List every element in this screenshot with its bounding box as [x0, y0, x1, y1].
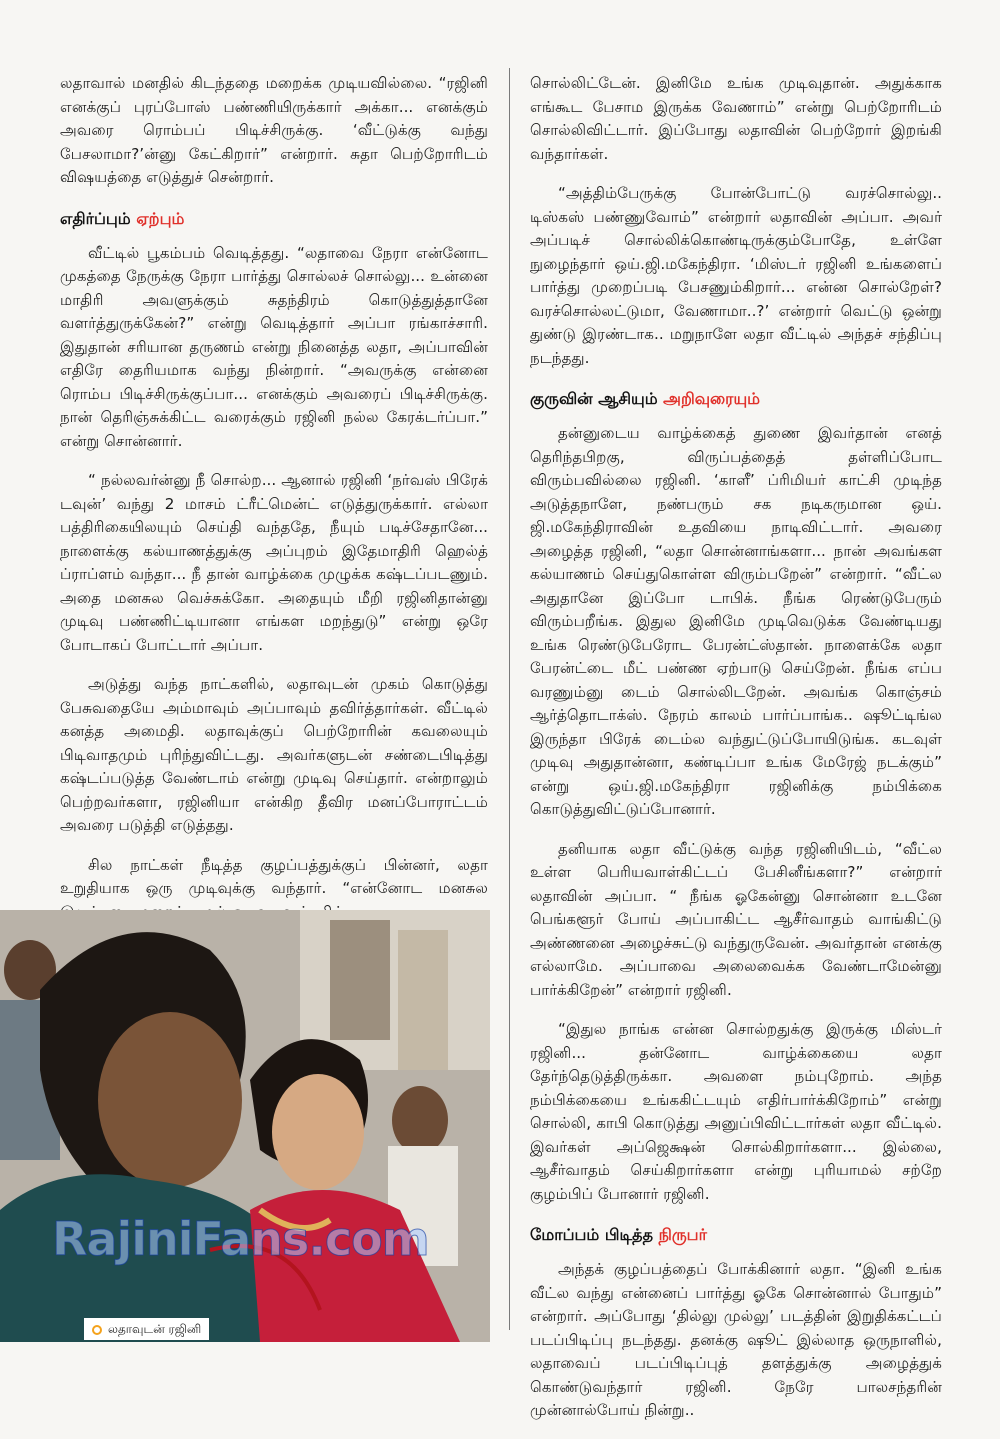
article-paragraph: வீட்டில் பூகம்பம் வெடித்தது. “லதாவை நேரா என்னோட முகத்தை நேருக்கு நேரா பார்த்து சொல்லச் சொல்லு... உன்னை மாதிரி அவளுக்கும் சுதந்திரம் கொடுத்துத்தானே வளர்த்துருக்கேன்?” என்று வெடித்தார் அப்பா ரங்காச்சாரி. இதுதான் சரியான தருணம் என்று நினைத்த லதா, அப்பாவின் எதிரே தைரியமாக வந்து நின்றார். “அவருக்கு என்னை ரொம்ப பிடிச்சிருக்குப்பா... எனக்கும் அவரைப் பிடிச்சிருக்கு. நான் தெரிஞ்சுக்கிட்ட வரைக்கும் ரஜினி நல்ல கேரக்டர்ப்பா.” என்று சொன்னார். — [60, 243, 488, 450]
section-heading — [60, 206, 488, 232]
section-heading — [530, 386, 942, 412]
left-column — [60, 72, 488, 940]
section-heading — [530, 1222, 942, 1248]
section-heading-part: மோப்பம் பிடித்த — [530, 1225, 659, 1244]
article-paragraph: தன்னுடைய வாழ்க்கைத் துணை இவர்தான் எனத் தெரிந்தபிறகு, விருப்பத்தைத் தள்ளிப்போட விரும்பவில்லை ரஜினி. ‘காளீ’ ப்ரிமியர் காட்சி முடிந்த அடுத்தநாளே, நண்பரும் சக நடிகருமான ஒய். ஜி.மகேந்திராவின் உதவியை நாடிவிட்டார். அவரை அழைத்த ரஜினி, “லதா சொன்னாங்களா... நான் அவங்கள கல்யாணம் செய்துகொள்ள விரும்பறேன்” என்றார். “வீட்ல அதுதானே இப்போ டாபிக். நீங்க ரெண்டுபேரும் விரும்பறீங்க. இதுல இனிமே முடிவெடுக்க வேண்டியது உங்க ரெண்டுபேரோட பேரன்ட்ஸ்தான். நாளைக்கே லதா பேரன்ட்டை மீட் பண்ண ஏற்பாடு செய்றேன். நீங்க எப்ப வரணும்னு டைம் சொல்லிடறேன். அவங்க கொஞ்சம் ஆர்த்தொடாக்ஸ். நேரம் காலம் பார்ப்பாங்க.. ஷூட்டிங்ல இருந்தா பிரேக் டைம்ல வந்துட்டுப்போயிடுங்க. கடவுள் முடிவு அதுதான்னா, கண்டிப்பா உங்க மேரேஜ் நடக்கும்” என்று ஒய்.ஜி.மகேந்திரா ரஜினிக்கு நம்பிக்கை கொடுத்துவிட்டுப்போனார். — [530, 424, 942, 818]
article-paragraph: “அத்திம்பேருக்கு போன்போட்டு வரச்சொல்லு.. டிஸ்கஸ் பண்ணுவோம்” என்றார் லதாவின் அப்பா. அவர் அப்படிச் சொல்லிக்கொண்டிருக்கும்போதே, உள்ளே நுழைந்தார் ஒய்.ஜி.மகேந்திரா. ‘மிஸ்டர் ரஜினி உங்களைப் பார்த்து முறைப்படி பேசணும்கிறார்... என்ன சொல்றேள்? வரச்சொல்லட்டுமா, வேணாமா..?’ என்றார் வெட்டு ஒன்று துண்டு இரண்டாக.. மறுநாளே லதா வீட்டில் அந்தச் சந்திப்பு நடந்தது. — [530, 184, 942, 367]
section-heading-highlight: அறிவுரையும் — [663, 389, 761, 408]
column-divider — [509, 68, 510, 1330]
watermark-logo: RajiniFans.com — [52, 1212, 429, 1266]
article-paragraph: அந்தக் குழப்பத்தைப் போக்கினார் லதா. “இனி உங்க வீட்ல வந்து என்னைப் பார்த்து ஓகே சொன்னால் போதும்” என்றார். அப்போது ‘தில்லு முல்லு’ படத்தின் இறுதிக்கட்டப் படப்பிடிப்பு நடந்தது. தனக்கு ஷூட் இல்லாத ஒருநாளில், லதாவைப் படப்பிடிப்புத் தளத்துக்கு அழைத்துக் கொண்டுவந்தார் ரஜினி. நேரே பாலசந்தரின் முன்னால்போய் நின்று.. — [530, 1260, 942, 1419]
article-paragraph: “ நல்லவர்ன்னு நீ சொல்ற... ஆனால் ரஜினி ‘நர்வஸ் பிரேக் டவுன்’ வந்து 2 மாசம் ட்ரீட்மென்ட் எடுத்துருக்கார். எல்லா பத்திரிகையிலயும் செய்தி வந்ததே, நீயும் படிச்சேதானே... நாளைக்கு கல்யாணத்துக்கு அப்புறம் இதேமாதிரி ஹெல்த் ப்ராப்ளம் வந்தா... நீ தான் வாழ்க்கை முழுக்க கஷ்டப்படணும். அதை மனசுல வெச்சுக்கோ. அதையும் மீறி ரஜினிதான்னு முடிவு பண்ணிட்டியானா எங்கள மறந்துடு” என்று ஒரே போடாகப் போட்டார் அப்பா. — [60, 471, 488, 654]
article-paragraph: தனியாக லதா வீட்டுக்கு வந்த ரஜினியிடம், “வீட்ல உள்ள பெரியவாள்கிட்டப் பேசினீங்களா?” என்றார் லதாவின் அப்பா. “ நீங்க ஓகேன்னு சொன்னா உடனே பெங்களூர் போய் அப்பாகிட்ட ஆசீர்வாதம் வாங்கிட்டு அண்ணனை அழைச்சுட்டு வந்துருவேன். அவர்தான் எனக்கு எல்லாமே. அப்பாவை அலைவைக்க வேண்டாமேன்னு பார்க்கிறேன்” என்றார் ரஜினி. — [530, 839, 942, 999]
article-photo — [0, 910, 490, 1342]
section-heading-highlight: ஏற்பும் — [136, 208, 185, 228]
caption-bullet-icon — [92, 1325, 102, 1335]
section-heading-part: எதிர்ப்பும் — [60, 208, 137, 228]
photo-illustration — [0, 910, 490, 1342]
section-heading-highlight: நிருபர் — [658, 1225, 707, 1244]
right-column — [530, 72, 942, 1439]
photo-caption — [84, 1318, 209, 1340]
article-paragraph: அடுத்து வந்த நாட்களில், லதாவுடன் முகம் கொடுத்து பேசுவதையே அம்மாவும் அப்பாவும் தவிர்த்தார்கள். வீட்டில் கனத்த அமைதி. லதாவுக்குப் பெற்றோரின் கவலையும் பிடிவாதமும் புரிந்துவிட்டது. அவர்களுடன் சண்டைபிடித்து கஷ்டப்படுத்த வேண்டாம் என்று முடிவு செய்தார். என்றாலும் பெற்றவர்களா, ரஜினியா என்கிற தீவிர மனப்போராட்டம் அவரை படுத்தி எடுத்தது. — [60, 675, 488, 834]
article-paragraph: சொல்லிட்டேன். இனிமே உங்க முடிவுதான். அதுக்காக எங்கூட பேசாம இருக்க வேணாம்” என்று பெற்றோரிடம் சொல்லிவிட்டார். இப்போது லதாவின் பெற்றோர் இறங்கி வந்தார்கள். — [530, 74, 942, 163]
article-paragraph: லதாவால் மனதில் கிடந்ததை மறைக்க முடியவில்லை. “ரஜினி எனக்குப் புரப்போஸ் பண்ணியிருக்கார் அக்கா... எனக்கும் அவரை ரொம்பப் பிடிச்சிருக்கு. ‘வீட்டுக்கு வந்து பேசலாமா?’ன்னு கேட்கிறார்” என்றார். சுதா பெற்றோரிடம் விஷயத்தை எடுத்துச் சென்றார். — [60, 74, 488, 186]
article-paragraph: “இதுல நாங்க என்ன சொல்றதுக்கு இருக்கு மிஸ்டர் ரஜினி... தன்னோட வாழ்க்கையை லதா தேர்ந்தெடுத்திருக்கா. அவளை நம்புறோம். அந்த நம்பிக்கையை உங்ககிட்டயும் எதிர்பார்க்கிறோம்” என்று சொல்லி, காபி கொடுத்து அனுப்பிவிட்டார்கள் லதா வீட்டில். இவர்கள் அப்ஜெக்ஷன் சொல்கிறார்களா... இல்லை, ஆசீர்வாதம் செய்கிறார்களா என்று புரியாமல் சற்றே குழம்பிப் போனார் ரஜினி. — [530, 1020, 942, 1203]
article-paragraph: சில நாட்கள் நீடித்த குழப்பத்துக்குப் பின்னர், லதா உறுதியாக ஒரு முடிவுக்கு வந்தார். “என்னோட மனசுல — [60, 855, 488, 897]
photo-caption-text: லதாவுடன் ரஜினி — [108, 1322, 202, 1336]
section-heading-part: குருவின் ஆசியும் — [530, 389, 664, 408]
